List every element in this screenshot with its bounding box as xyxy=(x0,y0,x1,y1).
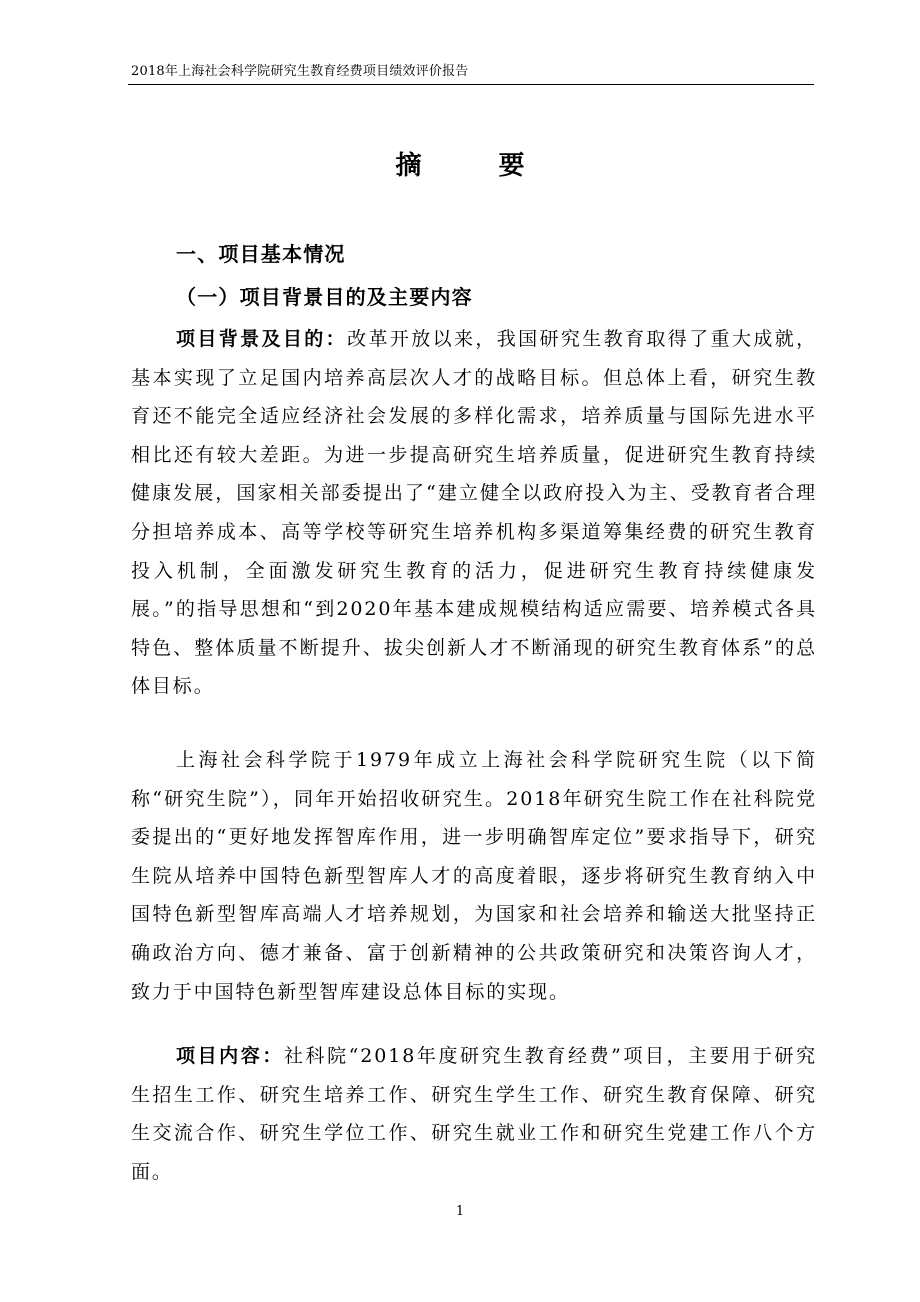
paragraph-background xyxy=(131,320,817,706)
paragraph-institution xyxy=(131,741,817,1011)
paragraph-text: 社科院“2018年度研究生教育经费”项目，主要用于研究生招生工作、研究生培养工作、研究生学生工作、研究生教育保障、研究生交流合作、研究生学位工作、研究生就业工作和研究生党建工作八个方面。 xyxy=(131,1045,817,1183)
paragraph-lead: 项目内容： xyxy=(176,1045,284,1067)
section-heading: 一、项目基本情况 xyxy=(176,242,346,266)
paragraph-content xyxy=(131,1037,817,1191)
document-title: 摘 要 xyxy=(395,151,559,181)
running-header: 2018年上海社会科学院研究生教育经费项目绩效评价报告 xyxy=(131,64,469,79)
header-rule xyxy=(128,84,814,85)
subsection-heading: （一）项目背景目的及主要内容 xyxy=(176,285,473,309)
page-number: 1 xyxy=(455,1204,465,1219)
paragraph-text: 改革开放以来，我国研究生教育取得了重大成就，基本实现了立足国内培养高层次人才的战略目标。但总体上看，研究生教育还不能完全适应经济社会发展的多样化需求，培养质量与国际先进水平相比还有较大差距。为进一步提高研究生培养质量，促进研究生教育持续健康发展，国家相关部委提出了“建立健全以政府投入为主、受教育者合理分担培养成本、高等学校等研究生培养机构多渠道筹集经费的研究生教育投入机制，全面激发研究生教育的活力，促进研究生教育持续健康发展。”的指导思想和“到2020年基本建成规模结构适应需要、培养模式各具特色、整体质量不断提升、拔尖创新人才不断涌现的研究生教育体系”的总体目标。 xyxy=(131,328,817,698)
paragraph-text: 上海社会科学院于1979年成立上海社会科学院研究生院（以下简称“研究生院”），同年开始招收研究生。2018年研究生院工作在社科院党委提出的“更好地发挥智库作用，进一步明确智库定位”要求指导下，研究生院从培养中国特色新型智库人才的高度着眼，逐步将研究生教育纳入中国特色新型智库高端人才培养规划，为国家和社会培养和输送大批坚持正确政治方向、德才兼备、富于创新精神的公共政策研究和决策咨询人才，致力于中国特色新型智库建设总体目标的实现。 xyxy=(131,749,817,1003)
paragraph-lead: 项目背景及目的： xyxy=(176,328,348,350)
